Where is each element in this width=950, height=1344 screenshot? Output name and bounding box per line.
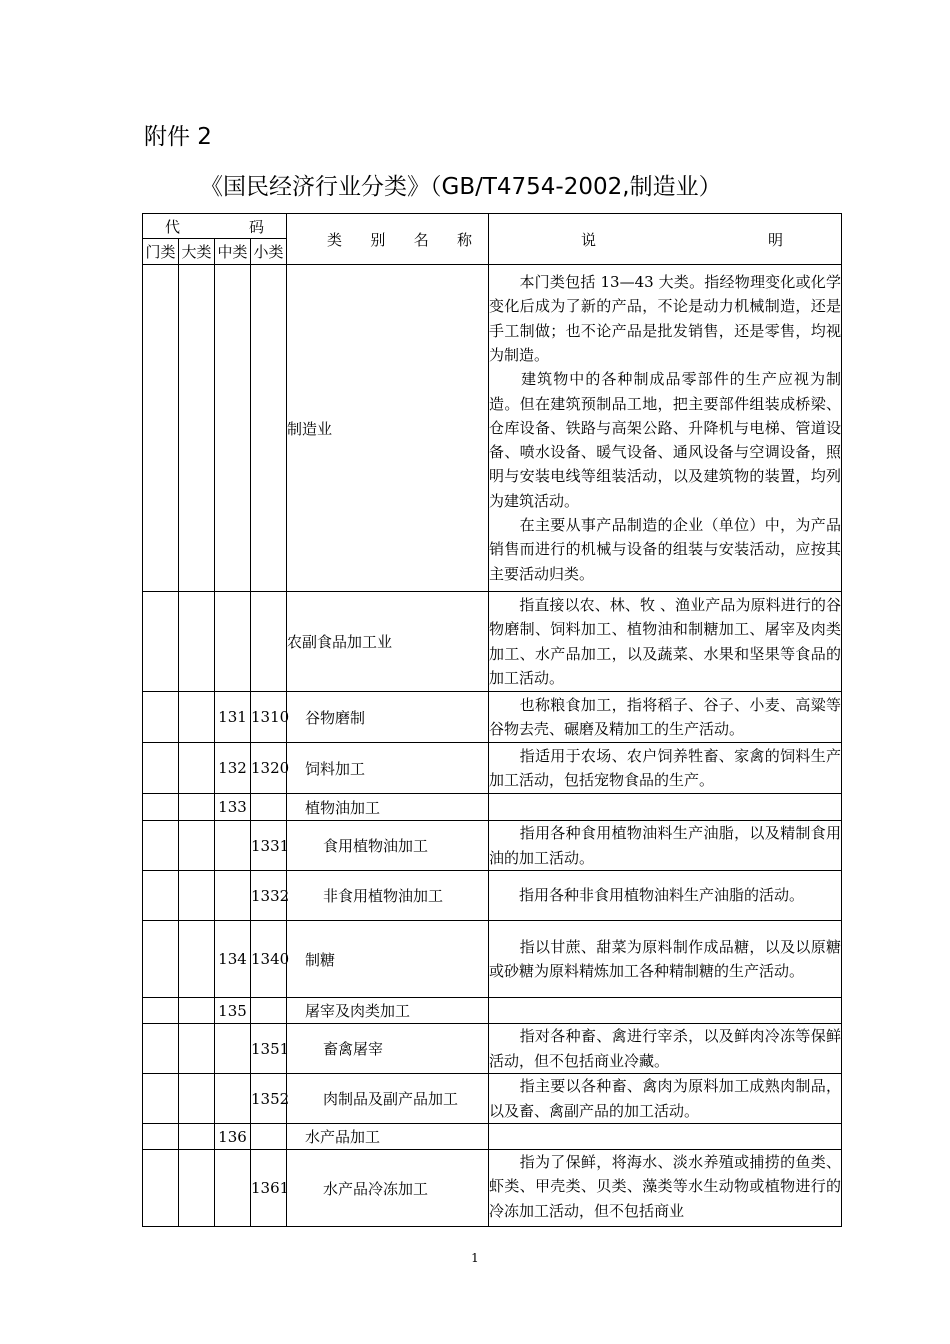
code-men [143, 743, 179, 794]
code-men [143, 794, 179, 821]
code-da [179, 743, 215, 794]
code-xiao [251, 794, 287, 821]
code-men [143, 692, 179, 743]
code-da [179, 1150, 215, 1227]
code-zhong [215, 1074, 251, 1124]
category-name [287, 1150, 489, 1227]
category-description: 也称粮食加工，指将稻子、谷子、小麦、高粱等谷物去壳、碾磨及精加工的生产活动。 [489, 692, 842, 743]
category-name [287, 1074, 489, 1124]
code-zhong [215, 592, 251, 692]
table-row [143, 743, 842, 794]
category-name-text: 非食用植物油加工 [323, 887, 444, 905]
category-name [287, 998, 489, 1024]
name-column-header [287, 214, 489, 265]
category-name [287, 794, 489, 821]
category-name [287, 265, 489, 592]
table-row [143, 794, 842, 821]
category-name-text: 水产品加工 [305, 1128, 381, 1146]
category-description: 本门类包括 13—43 大类。指经物理变化或化学变化后成为了新的产品，不论是动力机械制造，还是手工制做；也不论产品是批发销售，还是零售，均视为制造。 建筑物中的各种制成品零部件的生产应视为制造。但在建筑预制品工地，把主要部件组装成桥梁、仓库设备、铁路与高架公路、升降机与电梯、管道设备、喷水设备、暖气设备、通风设备与空调设备，照明与安装电线等组装活动，以及建筑物的装置，均列为建筑活动。 在主要从事产品制造的企业（单位）中，为产品销售而进行的机械与设备的组装与安装活动，应按其主要活动归类。 [489, 265, 842, 592]
code-xiao [251, 265, 287, 592]
code-da [179, 692, 215, 743]
code-zhong: 135 [215, 998, 251, 1024]
category-name-text: 谷物磨制 [305, 708, 366, 727]
category-description [489, 1124, 842, 1150]
category-name [287, 921, 489, 998]
category-name [287, 692, 489, 743]
table-row [143, 821, 842, 871]
category-name [287, 743, 489, 794]
code-xiao: 1332 [251, 871, 287, 921]
category-description [489, 794, 842, 821]
category-name-text: 畜禽屠宰 [323, 1040, 384, 1058]
code-xiao [251, 592, 287, 692]
category-name-text: 食用植物油加工 [323, 837, 429, 855]
table-row [143, 692, 842, 743]
code-da [179, 1024, 215, 1074]
code-da [179, 1074, 215, 1124]
code-men [143, 821, 179, 871]
code-xiao: 1340 [251, 921, 287, 998]
category-name-text: 肉制品及副产品加工 [323, 1090, 459, 1108]
category-name-text: 植物油加工 [305, 798, 381, 817]
code-xiao: 1351 [251, 1024, 287, 1074]
page-number: 1 [471, 1251, 479, 1265]
code-xiao: 1361 [251, 1150, 287, 1227]
code-zhong [215, 821, 251, 871]
code-zhong [215, 265, 251, 592]
table-row [143, 1024, 842, 1074]
description-column-header [489, 214, 842, 265]
classification-table [142, 213, 842, 1227]
category-name-text: 饲料加工 [305, 759, 366, 778]
name-header-char-3: 名 [413, 230, 429, 249]
table-row [143, 921, 842, 998]
code-xiao: 1320 [251, 743, 287, 794]
category-description: 指主要以各种畜、禽肉为原料加工成熟肉制品，以及畜、禽副产品的加工活动。 [489, 1074, 842, 1124]
table-row [143, 1074, 842, 1124]
code-men [143, 921, 179, 998]
col-header-xiao: 小类 [251, 239, 287, 265]
category-name-text: 制造业 [287, 419, 333, 438]
code-zhong: 136 [215, 1124, 251, 1150]
code-zhong [215, 1024, 251, 1074]
category-name [287, 871, 489, 921]
col-header-da: 大类 [179, 239, 215, 265]
table-row [143, 998, 842, 1024]
code-da [179, 921, 215, 998]
code-men [143, 592, 179, 692]
code-group-char-2: 码 [249, 217, 265, 236]
category-name [287, 592, 489, 692]
code-zhong: 132 [215, 743, 251, 794]
table-row [143, 871, 842, 921]
col-header-men: 门类 [143, 239, 179, 265]
code-da [179, 871, 215, 921]
category-description: 指适用于农场、农户饲养牲畜、家禽的饲料生产加工活动，包括宠物食品的生产。 [489, 743, 842, 794]
code-men [143, 1150, 179, 1227]
category-description: 指为了保鲜，将海水、淡水养殖或捕捞的鱼类、虾类、甲壳类、贝类、藻类等水生动物或植物进行的冷冻加工活动，但不包括商业 [489, 1150, 842, 1227]
code-men [143, 871, 179, 921]
code-xiao: 1352 [251, 1074, 287, 1124]
category-name [287, 1024, 489, 1074]
attachment-label: 附件 2 [144, 124, 212, 150]
table-row [143, 592, 842, 692]
name-header-char-2: 别 [370, 230, 386, 249]
category-description: 指以甘蔗、甜菜为原料制作成品糖，以及以原糖或砂糖为原料精炼加工各种精制糖的生产活动。 [489, 921, 842, 998]
name-header-char-1: 类 [327, 230, 343, 249]
name-header-char-4: 称 [457, 230, 473, 249]
category-name-text: 制糖 [305, 950, 336, 969]
desc-header-char-2: 明 [768, 230, 784, 249]
code-men [143, 998, 179, 1024]
code-xiao [251, 1124, 287, 1150]
code-zhong: 131 [215, 692, 251, 743]
code-zhong: 133 [215, 794, 251, 821]
category-description: 指用各种食用植物油料生产油脂，以及精制食用油的加工活动。 [489, 821, 842, 871]
category-name [287, 1124, 489, 1150]
code-da [179, 1124, 215, 1150]
category-description: 指对各种畜、禽进行宰杀，以及鲜肉冷冻等保鲜活动，但不包括商业冷藏。 [489, 1024, 842, 1074]
code-da [179, 592, 215, 692]
category-description [489, 998, 842, 1024]
category-description: 指用各种非食用植物油料生产油脂的活动。 [489, 871, 842, 921]
category-description: 指直接以农、林、牧 、渔业产品为原料进行的谷物磨制、饲料加工、植物油和制糖加工、屠宰及肉类加工、水产品加工，以及蔬菜、水果和坚果等食品的加工活动。 [489, 592, 842, 692]
col-header-zhong: 中类 [215, 239, 251, 265]
desc-header-char-1: 说 [581, 230, 597, 249]
category-name [287, 821, 489, 871]
table-row [143, 265, 842, 592]
code-group-char-1: 代 [165, 217, 181, 236]
category-name-text: 屠宰及肉类加工 [305, 1002, 411, 1020]
document-title: 《国民经济行业分类》（GB/T4754-2002,制造业） [200, 174, 722, 200]
code-xiao: 1310 [251, 692, 287, 743]
code-group-header [143, 214, 287, 239]
code-xiao: 1331 [251, 821, 287, 871]
code-men [143, 1124, 179, 1150]
code-da [179, 998, 215, 1024]
category-name-text: 农副食品加工业 [287, 633, 393, 651]
code-men [143, 1024, 179, 1074]
code-xiao [251, 998, 287, 1024]
code-zhong [215, 871, 251, 921]
code-zhong: 134 [215, 921, 251, 998]
table-row [143, 1124, 842, 1150]
code-men [143, 1074, 179, 1124]
code-da [179, 794, 215, 821]
code-men [143, 265, 179, 592]
code-zhong [215, 1150, 251, 1227]
category-name-text: 水产品冷冻加工 [323, 1179, 429, 1198]
table-row [143, 1150, 842, 1227]
code-da [179, 265, 215, 592]
code-da [179, 821, 215, 871]
